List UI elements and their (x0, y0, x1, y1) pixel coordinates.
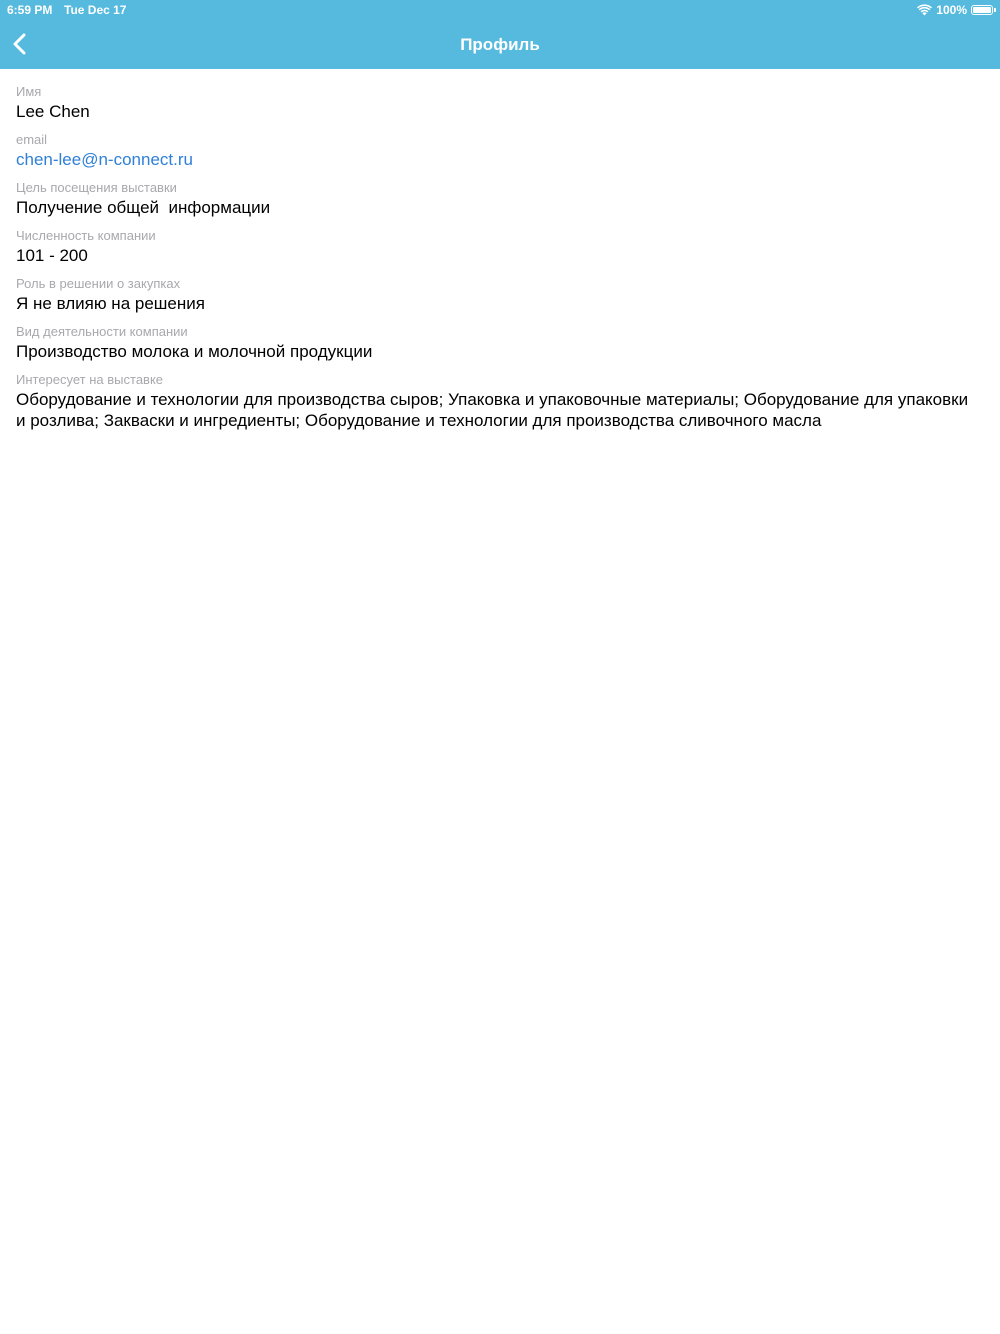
chevron-left-icon (8, 30, 32, 58)
field-label: Цель посещения выставки (16, 180, 177, 195)
profile-details (16, 83, 976, 440)
purchase-role-value: Я не влияю на решения (16, 294, 205, 313)
field-label: Роль в решении о закупках (16, 276, 181, 291)
page-title: Профиль (460, 35, 540, 54)
status-indicators (917, 0, 993, 20)
name-value: Lee Chen (16, 102, 90, 121)
field-label: Интересует на выставке (16, 372, 164, 387)
field-label: Численность компании (16, 228, 156, 243)
field-company-activity (16, 323, 976, 362)
field-company-size (16, 227, 976, 266)
back-button[interactable] (8, 30, 32, 58)
field-email (16, 131, 976, 170)
field-label: email (16, 132, 48, 147)
field-name (16, 83, 976, 122)
battery-icon (971, 5, 993, 15)
field-visit-purpose (16, 179, 976, 218)
wifi-icon (917, 4, 932, 16)
email-link[interactable]: chen-lee@n-connect.ru (16, 150, 193, 169)
company-activity-value: Производство молока и молочной продукции (16, 342, 373, 361)
nav-bar (0, 20, 1000, 69)
company-size-value: 101 - 200 (16, 246, 88, 265)
status-date: Tue Dec 17 (64, 3, 127, 17)
status-time: 6:59 PM (7, 3, 53, 17)
field-label: Вид деятельности компании (16, 324, 188, 339)
field-label: Имя (16, 84, 42, 99)
header (0, 0, 1000, 69)
visit-purpose-value: Получение общей информации (16, 198, 271, 217)
field-interests (16, 371, 976, 431)
status-bar (0, 0, 1000, 20)
battery-percent: 100% (936, 3, 967, 17)
interests-value: Оборудование и технологии для производства сыров; Упаковка и упаковочные материалы; Оборудование для упаковки и розлива; Закваски и ингредиенты; Оборудование и технологии для производства сливочного масла (16, 390, 973, 430)
field-purchase-role (16, 275, 976, 314)
